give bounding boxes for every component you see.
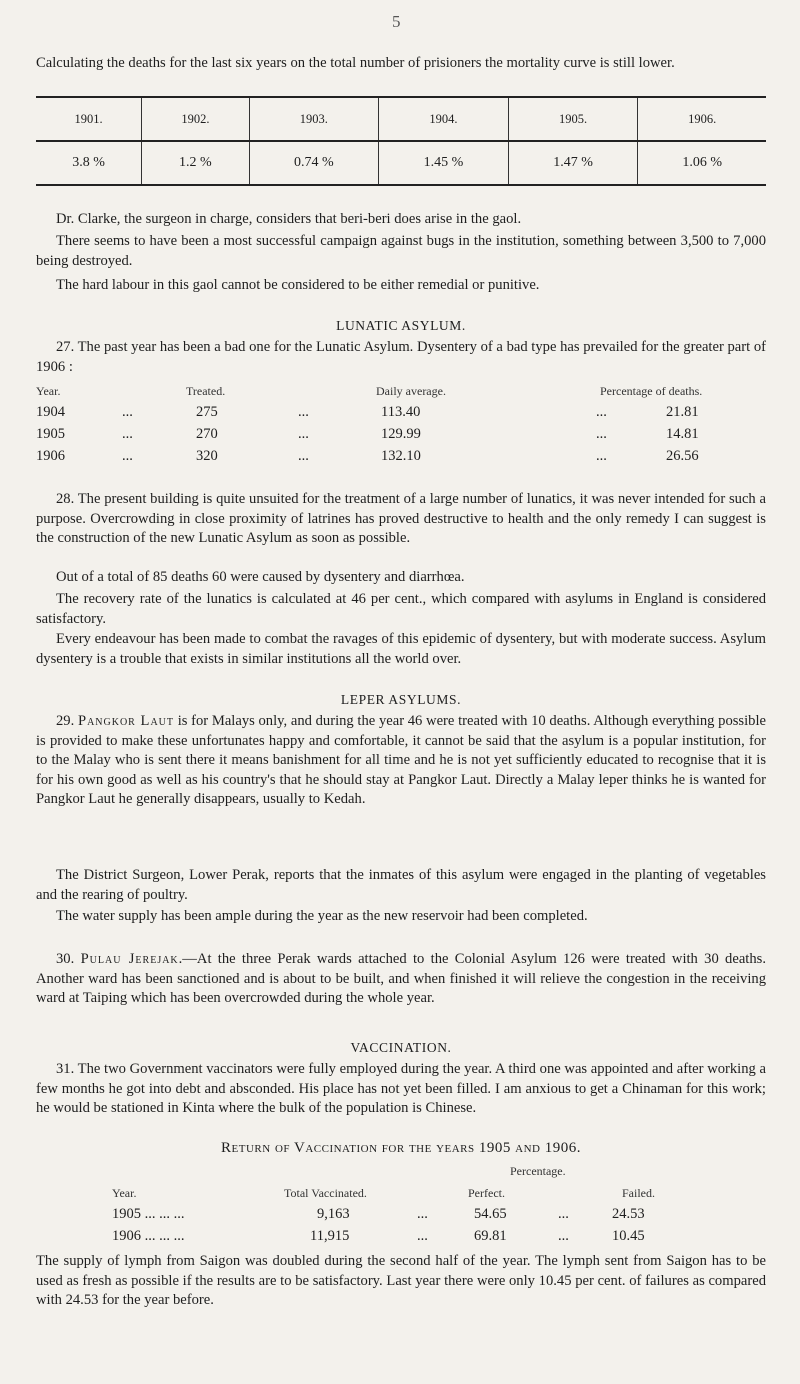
year-cell: 1906 <box>36 448 65 464</box>
paragraph-27: 27. The past year has been a bad one for the Lunatic Asylum. Dysentery of a bad type has prevailed for the greater part of 1906 : <box>36 339 766 375</box>
mortality-value: 1.45 % <box>379 141 509 185</box>
percentage-cell: 21.81 <box>666 404 699 420</box>
vaccination-return-heading: Return of Vaccination for the years 1905 and 1906. <box>221 1140 581 1156</box>
leper-paragraph: The water supply has been ample during the year as the new reservoir had been completed. <box>56 908 588 924</box>
column-header: Perfect. <box>468 1186 505 1200</box>
paragraph-30 <box>36 950 766 1009</box>
percentage-group-header: Percentage. <box>510 1164 566 1178</box>
mortality-value: 1.2 % <box>142 141 249 185</box>
place-name: Pangkor Laut <box>77 713 175 729</box>
total-cell: 9,163 <box>317 1206 350 1222</box>
year-cell: 1903. <box>249 97 379 141</box>
average-cell: 129.99 <box>381 426 421 442</box>
paragraph-number: 30. <box>56 951 75 967</box>
lunatic-paragraph: The recovery rate of the lunatics is calculated at 46 per cent., which compared with asylums in England is considered satisfactory. <box>36 591 766 627</box>
leper-asylums-heading: LEPER ASYLUMS. <box>340 692 462 707</box>
paragraph-29 <box>36 712 766 810</box>
paragraph-28: 28. The present building is quite unsuited for the treatment of a large number of lunatics, it was never intended for such a purpose. Overcrowding in close proximity of latrines has proved destructive to health and the only remedy I can suggest is the construction of the new Lunatic Asylum as soon as possible. <box>36 491 766 546</box>
mortality-years-row <box>36 97 766 141</box>
mortality-table <box>36 96 766 186</box>
gaol-paragraph: The hard labour in this gaol cannot be considered to be either remedial or punitive. <box>56 277 540 293</box>
percentage-cell: 14.81 <box>666 426 699 442</box>
treated-cell: 275 <box>196 404 218 420</box>
leader-dots: ... <box>417 1206 428 1222</box>
column-header: Percentage of deaths. <box>600 384 703 398</box>
mortality-value: 3.8 % <box>36 141 142 185</box>
failed-cell: 10.45 <box>612 1228 645 1244</box>
column-header: Total Vaccinated. <box>284 1186 367 1200</box>
leader-dots: ... <box>558 1228 569 1244</box>
leader-dots: ... <box>417 1228 428 1244</box>
gaol-paragraph: Dr. Clarke, the surgeon in charge, considers that beri-beri does arise in the gaol. <box>56 211 522 227</box>
paragraph-body: .—At the three Perak wards attached to the Colonial Asylum 126 were treated with 30 deaths. Another ward has been sanctioned and is about to be built, and when finished it will relieve the congestion in the receiving ward at Taiping which has been overcrowded during the whole year. <box>36 951 766 1006</box>
column-header: Year. <box>36 384 61 398</box>
intro-paragraph: Calculating the deaths for the last six years on the total number of prisioners the mortality curve is still lower. <box>36 55 675 71</box>
column-header: Treated. <box>186 384 226 398</box>
year-cell: 1905 <box>36 426 65 442</box>
lunatic-paragraph: Every endeavour has been made to combat the ravages of this epidemic of dysentery, but with moderate success. Asylum dysentery is a trouble that exists in similar institutions all the world over. <box>36 631 766 667</box>
leader-dots: ... <box>558 1206 569 1222</box>
percentage-cell: 26.56 <box>666 448 699 464</box>
lunatic-paragraph: Out of a total of 85 deaths 60 were caused by dysentery and diarrhœa. <box>56 569 465 585</box>
vaccination-table <box>112 1164 752 1250</box>
place-name: Pulau Jerejak <box>80 951 179 967</box>
year-cell: 1905 ... ... ... <box>112 1206 185 1222</box>
column-header: Daily average. <box>376 384 446 398</box>
average-cell: 132.10 <box>381 448 421 464</box>
treated-cell: 320 <box>196 448 218 464</box>
gaol-paragraph: There seems to have been a most successful campaign against bugs in the institution, something between 3,500 to 7,000 being destroyed. <box>36 233 766 269</box>
year-cell: 1902. <box>142 97 249 141</box>
paragraph-body: is for Malays only, and during the year 46 were treated with 10 deaths. Although everything possible is provided to make these unfortunates happy and comfortable, it cannot be said that the asylum is a popular institution, for to the Malay who is sent there it means banishment for all time and he is not yet sufficiently educated to recognise that it is for his own good as well as his country's that he should stay at Pangkor Laut. Directly a Malay leper thinks he is wanted for Pangkor Laut he generally disappears, usually to Kedah. <box>36 713 766 807</box>
mortality-value: 0.74 % <box>249 141 379 185</box>
year-cell: 1901. <box>36 97 142 141</box>
year-cell: 1905. <box>508 97 638 141</box>
leper-paragraph: The District Surgeon, Lower Perak, reports that the inmates of this asylum were engaged in the planting of vegetables and the rearing of poultry. <box>36 867 766 903</box>
total-cell: 11,915 <box>310 1228 350 1244</box>
lunatic-asylum-table: Year. Treated. Daily average. Percentage of deaths. 1904 ... 275 ... 113.40 ... 21.81 1905 ... 270 ... 129.99 ... 14.81 1906 ... 320 ... 132.10 ... 26.56 <box>36 384 703 464</box>
vaccination-heading: VACCINATION. <box>350 1040 452 1055</box>
mortality-value: 1.06 % <box>638 141 766 185</box>
average-cell: 113.40 <box>381 404 421 420</box>
treated-cell: 270 <box>196 426 218 442</box>
paragraph-31: 31. The two Government vaccinators were fully employed during the year. A third one was appointed and after working a few months he got into debt and absconded. His place has not yet been filled. I am anxious to get a Chinaman for this work; he would be stationed in Kinta where the bulk of the population is Chinese. <box>36 1061 766 1116</box>
final-paragraph: The supply of lymph from Saigon was doubled during the second half of the year. The lymph sent from Saigon has to be used as fresh as possible if the results are to be satisfactory. Last year there were only 10.45 per cent. of failures as compared with 24.53 for the year before. <box>36 1253 766 1308</box>
mortality-values-row <box>36 141 766 185</box>
year-cell: 1906. <box>638 97 766 141</box>
page-number: 5 <box>392 12 401 31</box>
perfect-cell: 54.65 <box>474 1206 507 1222</box>
column-header: Failed. <box>622 1186 655 1200</box>
year-cell: 1906 ... ... ... <box>112 1228 185 1244</box>
paragraph-number: 29. <box>56 713 75 729</box>
failed-cell: 24.53 <box>612 1206 645 1222</box>
lunatic-asylum-heading: LUNATIC ASYLUM. <box>336 318 466 333</box>
year-cell: 1904 <box>36 404 65 420</box>
year-cell: 1904. <box>379 97 509 141</box>
column-header: Year. <box>112 1186 137 1200</box>
mortality-value: 1.47 % <box>508 141 638 185</box>
perfect-cell: 69.81 <box>474 1228 507 1244</box>
